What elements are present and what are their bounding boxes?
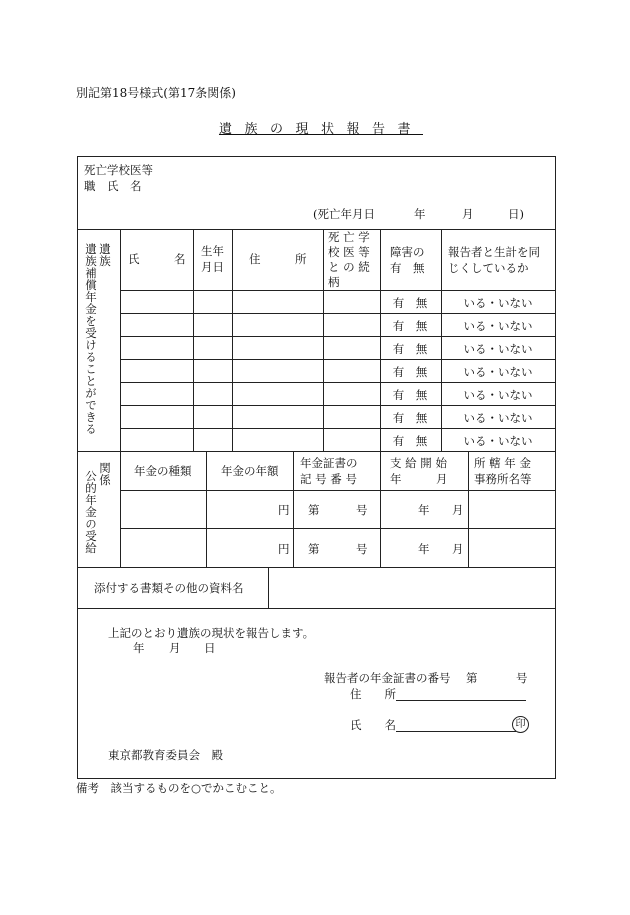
row-2-livelihood: いる・いない [463,319,533,333]
row-3-disability: 有 無 [392,342,428,356]
rule-pension-col [206,451,207,567]
survivors-label-col2: 遺族補償年金を受けることができる [84,243,98,435]
address-label: 住 所 [350,687,396,701]
pension-row-1-yen: 円 [278,503,290,517]
row-2-disability: 有 無 [392,319,428,333]
rule-pension-row [120,528,556,529]
header-cert-2: 記 号 番 号 [300,472,357,486]
attachments-label: 添付する書類その他の資料名 [94,581,244,595]
death-date-year: 年 [414,207,426,221]
rule-pension-col [380,451,381,567]
pension-label-col2: 公的年金の受給 [84,470,98,554]
survivors-label-col1: 遺族 [98,243,112,267]
rule-survivor-row [120,405,556,406]
address-underline [396,700,526,701]
cert-number-label: 報告者の年金証書の番号 [324,671,451,685]
cert-number-suffix: 号 [516,671,528,685]
death-date-label: (死亡年月日 [313,207,375,221]
pension-row-1-month: 月 [452,503,464,517]
rule-pension-bottom [77,567,556,568]
rule-attachments-bottom [77,608,556,609]
header-office-1: 所 轄 年 金 [474,456,531,470]
row-1-livelihood: いる・いない [463,296,533,310]
header-disability-2: 有 無 [390,261,425,275]
header-start-2: 年 月 [390,472,448,486]
header-start-1: 支 給 開 始 [390,456,447,470]
row-5-disability: 有 無 [392,388,428,402]
pension-row-2-year: 年 [418,542,430,556]
rule-survivor-col [323,229,324,451]
form-number-note: 別記第18号様式(第17条関係) [76,86,236,100]
header-birth-1: 生年 [201,244,224,258]
title-text: 遺族の現状報告書 [218,122,423,137]
rule-left [77,156,78,778]
row-4-livelihood: いる・いない [463,365,533,379]
header-livelihood-1: 報告者と生計を同 [448,245,540,259]
header-pension-amount: 年金の年額 [221,464,279,478]
page-title [0,122,630,138]
pension-row-1-year: 年 [418,503,430,517]
death-date-month: 月 [462,207,474,221]
header-pension-type: 年金の種類 [134,464,192,478]
row-7-livelihood: いる・いない [463,434,533,448]
rule-survivor-row [120,359,556,360]
row-6-livelihood: いる・いない [463,411,533,425]
rule-right [555,156,556,778]
rule-pension-col [468,451,469,567]
rule-survivor-label [120,229,121,451]
rule-deceased-bottom [77,229,556,230]
header-cert-1: 年金証書の [300,456,358,470]
header-relation-1: 死 亡 学 [328,230,370,244]
seal-mark: 印 [512,716,529,733]
row-1-disability: 有 無 [392,296,428,310]
rule-pension-header [120,490,556,491]
header-name: 氏 名 [128,252,186,266]
rule-pension-col [293,451,294,567]
pension-row-2-yen: 円 [278,542,290,556]
header-relation-2: 校 医 等 [328,245,370,259]
addressee: 東京都教育委員会 殿 [108,748,223,762]
rule-attachments-split [268,567,269,608]
rule-survivor-bottom [77,451,556,452]
pension-label-col1: 関係 [98,462,112,486]
deceased-label-2: 職 氏 名 [84,179,142,193]
rule-survivor-col [193,229,194,451]
pension-row-2-no-suffix: 号 [356,542,368,556]
pension-row-1-no-suffix: 号 [356,503,368,517]
rule-survivor-row [120,336,556,337]
report-statement: 上記のとおり遺族の現状を報告します。 [108,626,315,640]
header-disability-1: 障害の [390,245,425,259]
row-4-disability: 有 無 [392,365,428,379]
rule-top [77,156,556,157]
row-5-livelihood: いる・いない [463,388,533,402]
header-relation-4: 柄 [328,275,340,289]
deceased-label-1: 死亡学校医等 [84,163,153,177]
pension-row-1-no-prefix: 第 [308,503,320,517]
rule-survivor-row [120,428,556,429]
rule-survivor-header [120,290,556,291]
row-3-livelihood: いる・いない [463,342,533,356]
row-7-disability: 有 無 [392,434,428,448]
report-date-year: 年 [133,641,145,655]
rule-pension-label [120,451,121,567]
rule-bottom [77,778,556,779]
name-underline [396,731,516,732]
header-address: 住 所 [249,252,307,266]
cert-number-prefix: 第 [466,671,478,685]
footnote: 備考 該当するものを○でかこむこと。 [76,781,282,795]
header-relation-3: と の 続 [328,260,370,274]
pension-row-2-no-prefix: 第 [308,542,320,556]
header-birth-2: 月日 [201,260,224,274]
reporter-name-label: 氏 名 [350,718,396,732]
row-6-disability: 有 無 [392,411,428,425]
header-livelihood-2: じくしているか [448,261,529,275]
header-office-2: 事務所名等 [474,472,532,486]
rule-survivor-row [120,382,556,383]
rule-survivor-col [232,229,233,451]
report-date-day: 日 [204,641,216,655]
pension-row-2-month: 月 [452,542,464,556]
rule-survivor-row [120,313,556,314]
death-date-day: 日) [508,207,524,221]
report-date-month: 月 [169,641,181,655]
